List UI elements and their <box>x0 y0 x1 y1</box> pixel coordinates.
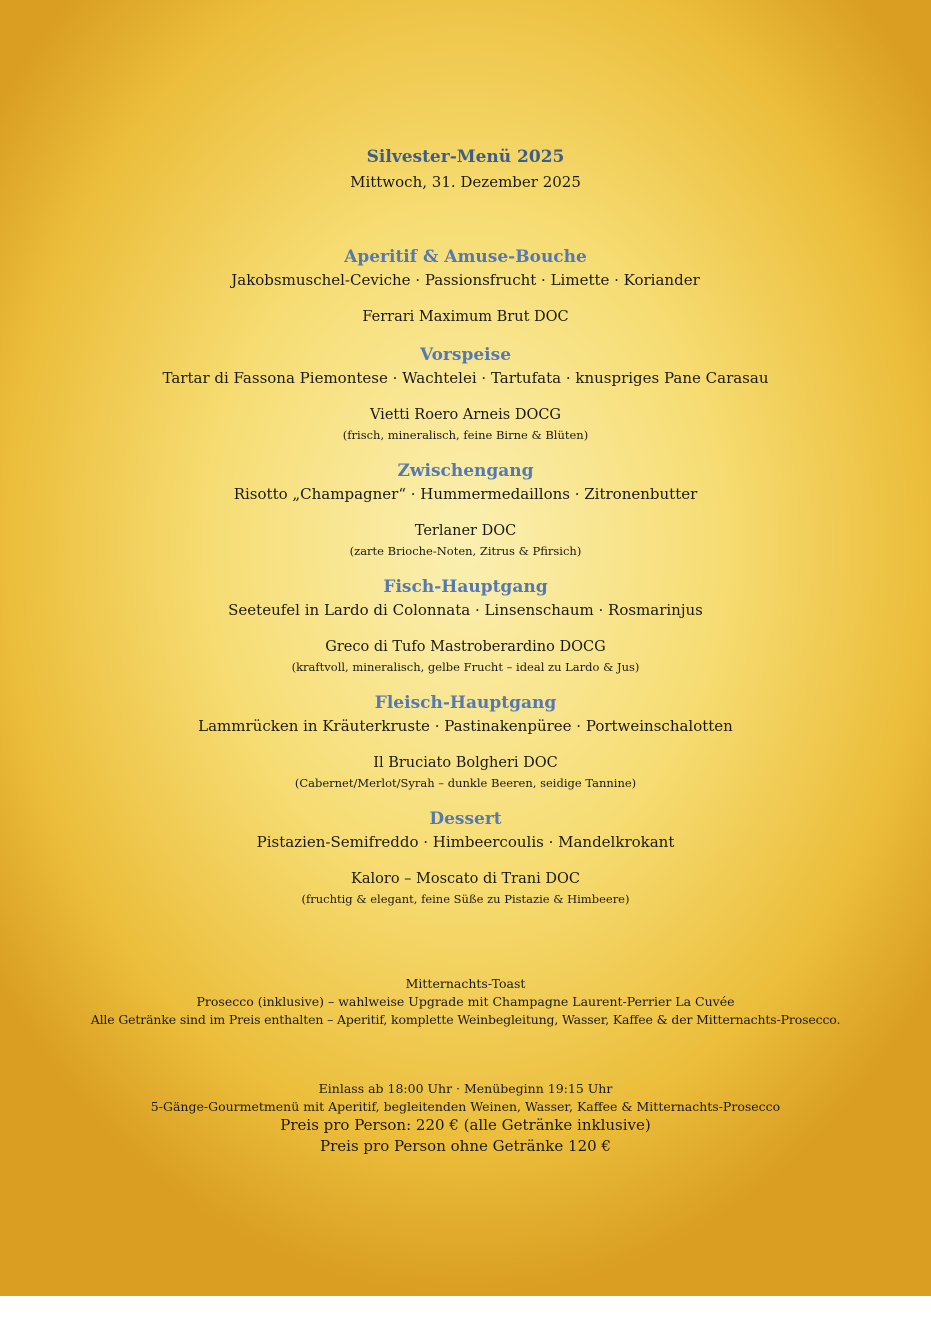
toast-heading: Mitternachts-Toast <box>405 976 526 991</box>
price-without-drinks: Preis pro Person ohne Getränke 120 € <box>320 1137 611 1155</box>
course-wine-note: (fruchtig & elegant, feine Süße zu Pistazie & Himbeere) <box>301 892 630 906</box>
course-wine: Terlaner DOC <box>414 523 517 539</box>
course-heading: Zwischengang <box>397 461 534 481</box>
course-wine: Il Bruciato Bolgheri DOC <box>373 755 558 771</box>
toast-line: Prosecco (inklusive) – wahlweise Upgrade mit Champagne Laurent-Perrier La Cuvée <box>196 994 735 1009</box>
course-wine-note: (Cabernet/Merlot/Syrah – dunkle Beeren, seidige Tannine) <box>294 776 637 790</box>
course-wine: Vietti Roero Arneis DOCG <box>369 407 562 423</box>
course-heading: Fleisch-Hauptgang <box>374 693 557 713</box>
price-inclusive: Preis pro Person: 220 € (alle Getränke inklusive) <box>280 1116 651 1134</box>
course-wine: Kaloro – Moscato di Trani DOC <box>351 871 580 887</box>
course-dish: Tartar di Fassona Piemontese · Wachtelei · Tartufata · knuspriges Pane Carasau <box>162 369 769 387</box>
course-heading: Vorspeise <box>419 345 512 365</box>
menu-date: Mittwoch, 31. Dezember 2025 <box>350 173 581 191</box>
page-margin <box>0 1296 931 1317</box>
course-heading: Aperitif & Amuse-Bouche <box>344 247 587 267</box>
course-dish: Lammrücken in Kräuterkruste · Pastinakenpüree · Portweinschalotten <box>198 717 733 735</box>
course-dish: Risotto „Champagner“ · Hummermedaillons · Zitronenbutter <box>233 485 698 503</box>
menu-description: 5-Gänge-Gourmetmenü mit Aperitif, begleitenden Weinen, Wasser, Kaffee & Mitternachts-Prosecco <box>150 1099 781 1114</box>
drinks-included-note: Alle Getränke sind im Preis enthalten – Aperitif, komplette Weinbegleitung, Wasser, Kaffee & der Mitternachts-Prosecco. <box>90 1012 841 1027</box>
course-wine-note: (frisch, mineralisch, feine Birne & Blüten) <box>342 428 589 442</box>
course-wine-note: (zarte Brioche-Noten, Zitrus & Pfirsich) <box>349 544 582 558</box>
course-heading: Fisch-Hauptgang <box>383 577 548 597</box>
course-wine-note: (kraftvoll, mineralisch, gelbe Frucht – ideal zu Lardo & Jus) <box>291 660 640 674</box>
admission-time: Einlass ab 18:00 Uhr · Menübeginn 19:15 Uhr <box>318 1081 613 1096</box>
course-dish: Pistazien-Semifreddo · Himbeercoulis · Mandelkrokant <box>256 833 675 851</box>
menu-title: Silvester-Menü 2025 <box>366 147 565 167</box>
course-dish: Jakobsmuschel-Ceviche · Passionsfrucht · Limette · Koriander <box>231 271 700 289</box>
course-dish: Seeteufel in Lardo di Colonnata · Linsenschaum · Rosmarinjus <box>228 601 703 619</box>
course-wine: Ferrari Maximum Brut DOC <box>362 309 569 325</box>
course-wine: Greco di Tufo Mastroberardino DOCG <box>325 639 606 655</box>
course-heading: Dessert <box>429 809 502 829</box>
